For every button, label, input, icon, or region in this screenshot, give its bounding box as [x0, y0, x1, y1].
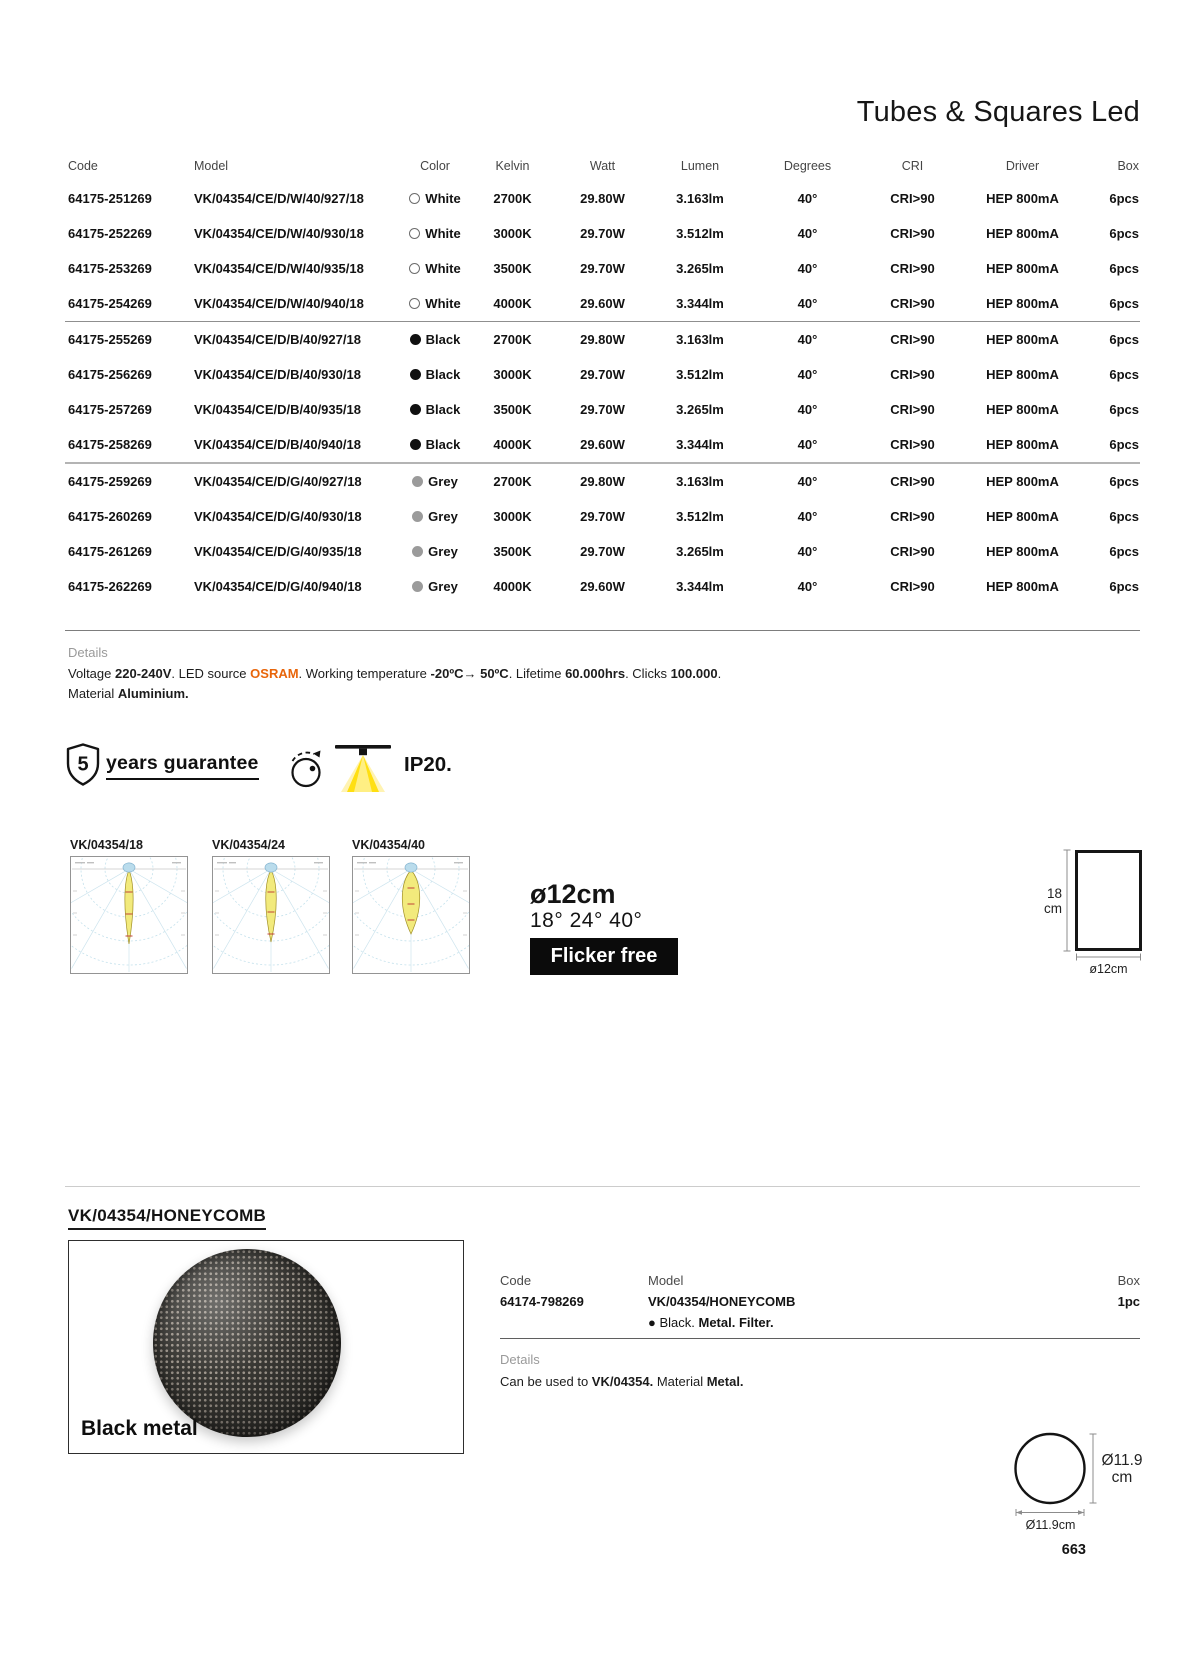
watt-cell: 29.80W [580, 191, 625, 206]
color-label: White [425, 226, 461, 241]
filter-diameter-bottom-label: Ø11.9cm [1025, 1518, 1076, 1532]
table-row [65, 216, 1140, 251]
diagram-label-40: VK/04354/40 [352, 838, 425, 852]
kelvin-cell: 4000K [493, 579, 532, 594]
honeycomb-details-line: Can be used to VK/04354. Material Metal. [500, 1374, 744, 1389]
product-table [65, 181, 1140, 604]
box-cell: 6pcs [1109, 437, 1139, 452]
code-cell: 64175-262269 [68, 579, 152, 594]
column-header-watt: Watt [589, 158, 616, 173]
watt-cell: 29.60W [580, 437, 625, 452]
model-cell: VK/04354/CE/D/W/40/927/18 [194, 191, 364, 206]
code-label: Code [500, 1273, 532, 1288]
color-cell [400, 474, 470, 489]
kelvin-cell: 3500K [493, 402, 532, 417]
column-header-cri: CRI [901, 158, 924, 173]
color-label: Black [425, 367, 461, 382]
kelvin-cell: 4000K [493, 437, 532, 452]
column-header-box: Box [1117, 158, 1139, 173]
driver-cell: HEP 800mA [986, 509, 1059, 524]
degrees-cell: 40° [797, 544, 818, 559]
kelvin-cell: 3500K [493, 544, 532, 559]
downlight-beam-icon [334, 740, 392, 792]
code-cell: 64175-252269 [68, 226, 152, 241]
diagram-label-24: VK/04354/24 [212, 838, 285, 852]
code-cell: 64175-251269 [68, 191, 152, 206]
grey-color-dot [412, 511, 423, 522]
color-label: Black [425, 402, 461, 417]
model-cell: VK/04354/CE/D/W/40/935/18 [194, 261, 364, 276]
degrees-cell: 40° [797, 296, 818, 311]
watt-cell: 29.60W [580, 296, 625, 311]
details-line-1: Voltage 220-240V. LED source OSRAM. Working temperature -20ºC→ 50ºC. Lifetime 60.000hrs. Clicks 100.000. [68, 666, 722, 681]
driver-cell: HEP 800mA [986, 474, 1059, 489]
diameter-spec: ø12cm [530, 879, 616, 909]
cri-cell: CRI>90 [890, 437, 935, 452]
column-header-lumen: Lumen [680, 158, 720, 173]
lumen-cell: 3.163lm [676, 332, 724, 347]
photometric-diagram-40 [352, 856, 470, 974]
table-row [65, 321, 1140, 357]
code-cell: 64175-259269 [68, 474, 152, 489]
cri-cell: CRI>90 [890, 261, 935, 276]
model-cell: VK/04354/CE/D/B/40/930/18 [194, 367, 361, 382]
driver-cell: HEP 800mA [986, 191, 1059, 206]
kelvin-cell: 2700K [493, 191, 532, 206]
white-color-dot [409, 298, 420, 309]
model-value: VK/04354/HONEYCOMB [648, 1294, 796, 1309]
driver-cell: HEP 800mA [986, 332, 1059, 347]
filter-diameter-side-label [1098, 1452, 1146, 1486]
degrees-cell: 40° [797, 332, 818, 347]
box-cell: 6pcs [1109, 544, 1139, 559]
code-cell: 64175-254269 [68, 296, 152, 311]
box-cell: 6pcs [1109, 261, 1139, 276]
color-label: White [425, 296, 461, 311]
driver-cell: HEP 800mA [986, 544, 1059, 559]
kelvin-cell: 3000K [493, 367, 532, 382]
box-cell: 6pcs [1109, 191, 1139, 206]
section-divider [65, 630, 1140, 631]
tube-height-label [1012, 886, 1062, 916]
color-label: Grey [428, 579, 458, 594]
cri-cell: CRI>90 [890, 474, 935, 489]
black-color-dot [410, 334, 421, 345]
box-cell: 6pcs [1109, 509, 1139, 524]
kelvin-cell: 3000K [493, 226, 532, 241]
honeycomb-divider [65, 1186, 1140, 1187]
table-row [65, 392, 1140, 427]
tube-diameter-label: ø12cm [1089, 962, 1128, 976]
code-cell: 64175-253269 [68, 261, 152, 276]
code-cell: 64175-260269 [68, 509, 152, 524]
kelvin-cell: 3500K [493, 261, 532, 276]
cri-cell: CRI>90 [890, 226, 935, 241]
beam-angles-spec: 18° 24° 40° [530, 909, 643, 932]
honeycomb-box-block [1118, 1270, 1140, 1312]
cri-cell: CRI>90 [890, 509, 935, 524]
honeycomb-filter-disc [153, 1249, 341, 1437]
shield-5-icon [64, 742, 102, 787]
cri-cell: CRI>90 [890, 296, 935, 311]
cri-cell: CRI>90 [890, 402, 935, 417]
honeycomb-heading: VK/04354/HONEYCOMB [68, 1206, 266, 1230]
page-title: Tubes & Squares Led [856, 96, 1140, 128]
driver-cell: HEP 800mA [986, 367, 1059, 382]
table-row [65, 534, 1140, 569]
grey-color-dot [412, 476, 423, 487]
cri-cell: CRI>90 [890, 191, 935, 206]
code-cell: 64175-258269 [68, 437, 152, 452]
code-cell: 64175-255269 [68, 332, 152, 347]
color-label: Black [425, 437, 461, 452]
driver-cell: HEP 800mA [986, 579, 1059, 594]
table-row [65, 286, 1140, 321]
box-cell: 6pcs [1109, 579, 1139, 594]
table-row [65, 181, 1140, 216]
color-cell [400, 261, 470, 276]
watt-cell: 29.70W [580, 402, 625, 417]
driver-cell: HEP 800mA [986, 437, 1059, 452]
color-cell [400, 296, 470, 311]
color-label: White [425, 191, 461, 206]
driver-cell: HEP 800mA [986, 226, 1059, 241]
model-cell: VK/04354/CE/D/B/40/935/18 [194, 402, 361, 417]
white-color-dot [409, 228, 420, 239]
details-line-2: Material Aluminium. [68, 686, 189, 701]
watt-cell: 29.70W [580, 509, 625, 524]
watt-cell: 29.70W [580, 544, 625, 559]
column-header-color: Color [420, 158, 450, 173]
box-value: 1pc [1117, 1294, 1140, 1309]
color-cell [400, 191, 470, 206]
tube-height-value: 18 [1046, 886, 1062, 901]
color-cell [400, 579, 470, 594]
color-cell [400, 509, 470, 524]
color-label: Grey [428, 544, 458, 559]
degrees-cell: 40° [797, 509, 818, 524]
guarantee-label: years guarantee [106, 752, 259, 780]
watt-cell: 29.70W [580, 367, 625, 382]
degrees-cell: 40° [797, 437, 818, 452]
honeycomb-details-divider [500, 1338, 1140, 1339]
honeycomb-model-block [648, 1270, 795, 1333]
box-cell: 6pcs [1109, 226, 1139, 241]
color-label: Black [425, 332, 461, 347]
column-header-kelvin: Kelvin [495, 158, 530, 173]
driver-cell: HEP 800mA [986, 261, 1059, 276]
table-row [65, 462, 1140, 499]
lumen-cell: 3.512lm [676, 509, 724, 524]
kelvin-cell: 2700K [493, 332, 532, 347]
page-number: 663 [1061, 1542, 1086, 1558]
flicker-free-badge: Flicker free [530, 938, 678, 975]
model-cell: VK/04354/CE/D/G/40/935/18 [194, 544, 362, 559]
code-value: 64174-798269 [500, 1294, 584, 1309]
box-cell: 6pcs [1109, 296, 1139, 311]
diagram-label-18: VK/04354/18 [70, 838, 143, 852]
kelvin-cell: 2700K [493, 474, 532, 489]
code-cell: 64175-261269 [68, 544, 152, 559]
cri-cell: CRI>90 [890, 367, 935, 382]
lumen-cell: 3.265lm [676, 261, 724, 276]
color-label: Grey [428, 474, 458, 489]
lumen-cell: 3.163lm [676, 191, 724, 206]
degrees-cell: 40° [797, 226, 818, 241]
honeycomb-details-label: Details [500, 1352, 540, 1367]
column-header-code: Code [68, 158, 98, 173]
degrees-cell: 40° [797, 367, 818, 382]
watt-cell: 29.70W [580, 226, 625, 241]
lumen-cell: 3.265lm [676, 544, 724, 559]
dimmer-knob-icon [284, 744, 328, 790]
driver-cell: HEP 800mA [986, 296, 1059, 311]
degrees-cell: 40° [797, 402, 818, 417]
grey-color-dot [412, 581, 423, 592]
lumen-cell: 3.344lm [676, 579, 724, 594]
table-row [65, 251, 1140, 286]
color-label: White [425, 261, 461, 276]
product-table-header [65, 148, 1140, 183]
honeycomb-code-block [500, 1270, 584, 1312]
box-cell: 6pcs [1109, 474, 1139, 489]
table-row [65, 427, 1140, 462]
lumen-cell: 3.344lm [676, 437, 724, 452]
photometric-diagram-24 [212, 856, 330, 974]
box-cell: 6pcs [1109, 402, 1139, 417]
grey-color-dot [412, 546, 423, 557]
model-cell: VK/04354/CE/D/W/40/940/18 [194, 296, 364, 311]
degrees-cell: 40° [797, 191, 818, 206]
photometric-diagram-18 [70, 856, 188, 974]
column-header-driver: Driver [1005, 158, 1040, 173]
degrees-cell: 40° [797, 579, 818, 594]
details-label: Details [68, 645, 108, 660]
lumen-cell: 3.265lm [676, 402, 724, 417]
filter-diameter-unit: cm [1111, 1469, 1133, 1486]
black-color-dot [410, 439, 421, 450]
finish-line: ● Black. Metal. Filter. [648, 1315, 774, 1330]
model-cell: VK/04354/CE/D/G/40/940/18 [194, 579, 362, 594]
column-header-model: Model [194, 158, 229, 173]
model-cell: VK/04354/CE/D/G/40/930/18 [194, 509, 362, 524]
cri-cell: CRI>90 [890, 332, 935, 347]
guarantee-number: 5 [77, 753, 89, 776]
watt-cell: 29.70W [580, 261, 625, 276]
box-cell: 6pcs [1109, 332, 1139, 347]
cri-cell: CRI>90 [890, 579, 935, 594]
degrees-cell: 40° [797, 474, 818, 489]
model-cell: VK/04354/CE/D/G/40/927/18 [194, 474, 362, 489]
color-cell [400, 332, 470, 347]
model-label: Model [648, 1273, 684, 1288]
driver-cell: HEP 800mA [986, 402, 1059, 417]
color-cell [400, 544, 470, 559]
color-cell [400, 367, 470, 382]
kelvin-cell: 4000K [493, 296, 532, 311]
degrees-cell: 40° [797, 261, 818, 276]
kelvin-cell: 3000K [493, 509, 532, 524]
color-cell [400, 226, 470, 241]
cri-cell: CRI>90 [890, 544, 935, 559]
watt-cell: 29.80W [580, 474, 625, 489]
honeycomb-photo [68, 1240, 464, 1454]
lumen-cell: 3.512lm [676, 367, 724, 382]
color-cell [400, 437, 470, 452]
box-label: Box [1117, 1273, 1140, 1288]
model-cell: VK/04354/CE/D/B/40/927/18 [194, 332, 361, 347]
color-cell [400, 402, 470, 417]
ip-rating-label: IP20. [404, 753, 452, 776]
watt-cell: 29.60W [580, 579, 625, 594]
code-cell: 64175-256269 [68, 367, 152, 382]
tube-height-unit: cm [1044, 901, 1062, 916]
photo-caption: Black metal [81, 1417, 198, 1440]
box-cell: 6pcs [1109, 367, 1139, 382]
color-label: Grey [428, 509, 458, 524]
model-cell: VK/04354/CE/D/W/40/930/18 [194, 226, 364, 241]
lumen-cell: 3.344lm [676, 296, 724, 311]
filter-diameter-value: Ø11.9 [1101, 1452, 1143, 1469]
table-row [65, 357, 1140, 392]
black-color-dot [410, 369, 421, 380]
lumen-cell: 3.163lm [676, 474, 724, 489]
column-header-degrees: Degrees [783, 158, 832, 173]
white-color-dot [409, 193, 420, 204]
watt-cell: 29.80W [580, 332, 625, 347]
lumen-cell: 3.512lm [676, 226, 724, 241]
white-color-dot [409, 263, 420, 274]
table-row [65, 569, 1140, 604]
model-cell: VK/04354/CE/D/B/40/940/18 [194, 437, 361, 452]
code-cell: 64175-257269 [68, 402, 152, 417]
table-row [65, 499, 1140, 534]
black-color-dot [410, 404, 421, 415]
